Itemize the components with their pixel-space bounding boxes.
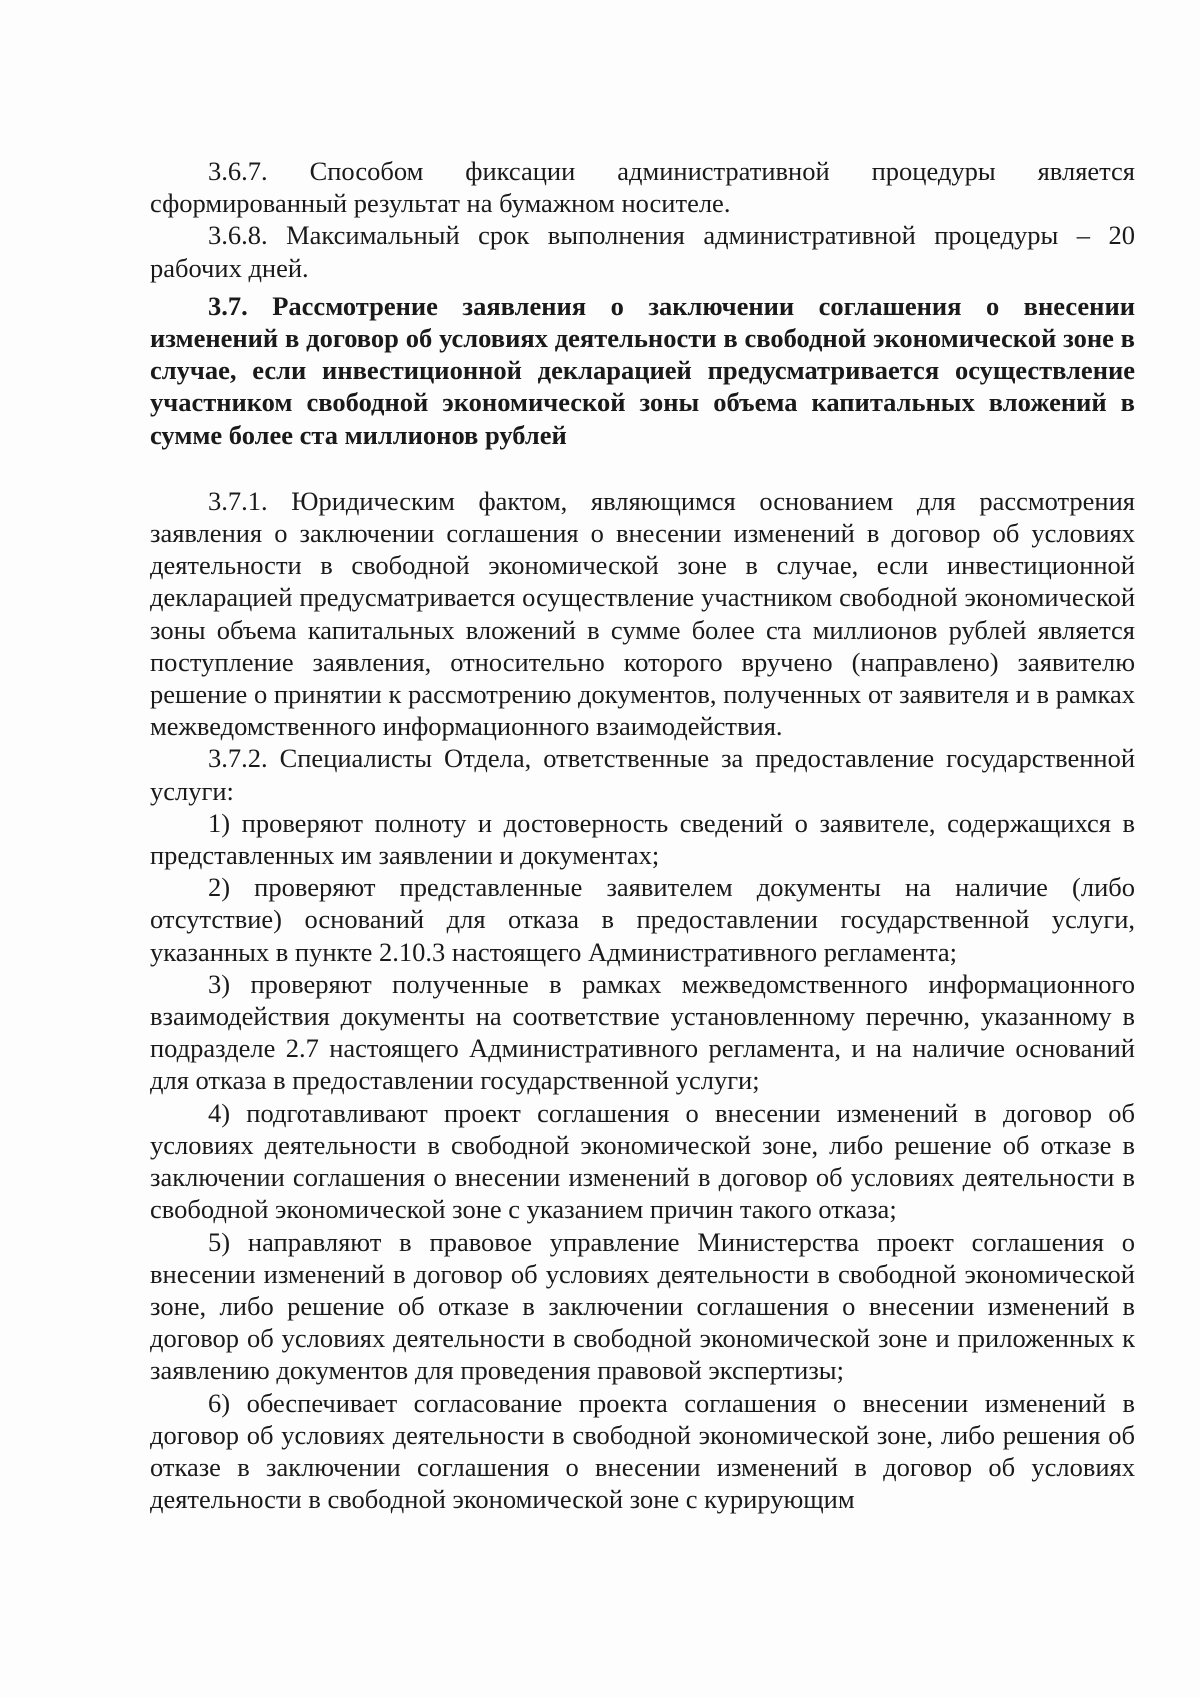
list-item-6: 6) обеспечивает согласование проекта соглашения о внесении изменений в договор об условиях деятельности в свободной экономической зоне, либо решения об отказе в заключении соглашения о внесении изменений в договор об условиях деятельности в свободной экономической зоне с курирующим [150, 1387, 1135, 1515]
paragraph-3-6-7: 3.6.7. Способом фиксации административной процедуры является сформированный результат на бумажном носителе. [150, 156, 1135, 219]
document-body [150, 155, 1135, 1515]
paragraph-3-6-8: 3.6.8. Максимальный срок выполнения административной процедуры – 20 рабочих дней. [150, 220, 1135, 283]
list-item-1: 1) проверяют полноту и достоверность сведений о заявителе, содержащихся в представленных им заявлении и документах; [150, 807, 1135, 871]
section-heading-3-7: 3.7. Рассмотрение заявления о заключении соглашения о внесении изменений в договор об условиях деятельности в свободной экономической зоне в случае, если инвестиционной декларацией предусматривается осуществление участником свободной экономической зоны объема капитальных вложений в сумме более ста миллионов рублей [150, 290, 1135, 450]
paragraph-3-7-1: 3.7.1. Юридическим фактом, являющимся основанием для рассмотрения заявления о заключении соглашения о внесении изменений в договор об условиях деятельности в свободной экономической зоне в случае, если инвестиционной декларацией предусматривается осуществление участником свободной экономической зоны объема капитальных вложений в сумме более ста миллионов рублей является поступление заявления, относительно которого вручено (направлено) заявителю решение о принятии к рассмотрению документов, полученных от заявителя и в рамках межведомственного информационного взаимодействия. [150, 485, 1135, 742]
section-spacer [150, 451, 1135, 485]
list-item-3: 3) проверяют полученные в рамках межведомственного информационного взаимодействия документы на соответствие установленному перечню, указанному в подразделе 2.7 настоящего Административного регламента, и на наличие оснований для отказа в предоставлении государственной услуги; [150, 968, 1135, 1096]
list-item-4: 4) подготавливают проект соглашения о внесении изменений в договор об условиях деятельности в свободной экономической зоне, либо решение об отказе в заключении соглашения о внесении изменений в договор об условиях деятельности в свободной экономической зоне с указанием причин такого отказа; [150, 1097, 1135, 1225]
paragraph-3-7-2: 3.7.2. Специалисты Отдела, ответственные за предоставление государственной услуги: [150, 743, 1135, 806]
list-item-2: 2) проверяют представленные заявителем документы на наличие (либо отсутствие) оснований для отказа в предоставлении государственной услуги, указанных в пункте 2.10.3 настоящего Административного регламента; [150, 872, 1135, 967]
list-item-5: 5) направляют в правовое управление Министерства проект соглашения о внесении изменений в договор об условиях деятельности в свободной экономической зоне, либо решение об отказе в заключении соглашения о внесении изменений в договор об условиях деятельности в свободной экономической зоне и приложенных к заявлению документов для проведения правовой экспертизы; [150, 1226, 1135, 1386]
